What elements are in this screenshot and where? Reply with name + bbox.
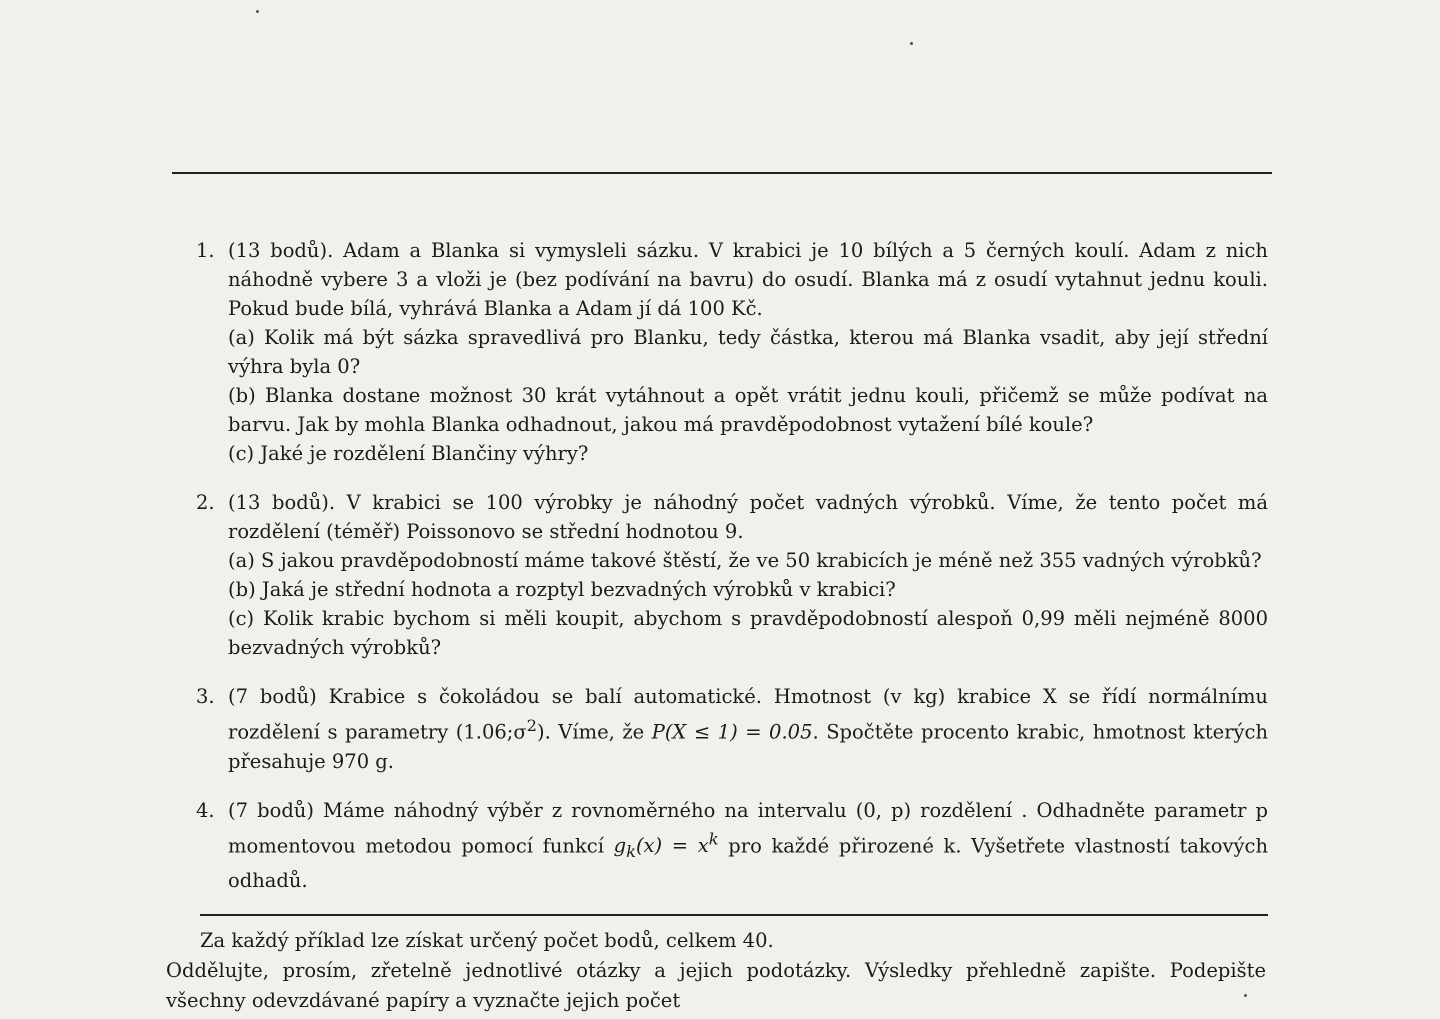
dust-speck xyxy=(910,42,913,45)
problem-text: (7 bodů) Krabice s čokoládou se balí automatické. Hmotnost (v kg) krabice X se řídí normálnímu rozdělení s parametry $(1.06;\sigma^2)$. Víme, že P(X ≤ 1) = 0.05. Spočtěte procento krabic, hmotnost kterých přesahuje 970 g. xyxy=(228,685,1269,773)
top-divider xyxy=(172,172,1272,174)
dust-speck xyxy=(1244,994,1247,997)
subquestion-b: (b) Jaká je střední hodnota a rozptyl bezvadných výrobků v krabici? xyxy=(228,578,896,601)
problem-number: 4. xyxy=(196,798,215,822)
problem-4 xyxy=(196,796,1268,895)
function-formula: $g_k(x) = x^k$ xyxy=(613,829,719,861)
problem-text: (13 bodů). V krabici se 100 výrobky je náhodný počet vadných výrobků. Víme, že tento počet má rozdělení (téměř) Poissonovo se střední hodnotou 9. xyxy=(228,491,1268,543)
problem-list xyxy=(196,236,1268,915)
problem-text: (13 bodů). Adam a Blanka si vymysleli sázku. V krabici je 10 bílých a 5 černých koulí. Adam z nich náhodně vybere 3 a vloži je (bez podívání na bavru) do osudí. Blanka má z osudí vytahnut jednu kouli. Pokud bude bílá, vyhrává Blanka a Adam jí dá 100 Kč. xyxy=(228,239,1268,320)
problem-number: 3. xyxy=(196,685,215,708)
problem-3 xyxy=(196,682,1268,776)
subquestion-c: (c) Kolik krabic bychom si měli koupit, abychom s pravděpodobností alespoň 0,99 měli nejméně 8000 bezvadných výrobků? xyxy=(228,607,1268,659)
footer-points-note: Za každý příklad lze získat určený počet bodů, celkem 40. xyxy=(200,929,774,952)
subquestion-a: (a) S jakou pravděpodobností máme takové štěstí, že ve 50 krabicích je méně než 355 vadných výrobků? xyxy=(228,549,1262,572)
dust-speck xyxy=(256,10,259,13)
subquestion-b: (b) Blanka dostane možnost 30 krát vytáhnout a opět vrátit jednu kouli, přičemž se může podívat na barvu. Jak by mohla Blanka odhadnout, jakou má pravděpodobnost vytažení bílé koule? xyxy=(228,384,1268,436)
footer-instructions xyxy=(166,926,1266,1016)
subquestion-a: (a) Kolik má být sázka spravedlivá pro Blanku, tedy částka, kterou má Blanka vsadit, aby její střední výhra byla 0? xyxy=(228,326,1268,378)
footer-submission-note: Oddělujte, prosím, zřetelně jednotlivé otázky a jejich podotázky. Výsledky přehledně zapište. Podepište všechny odevzdávané papíry a vyznačte jejich počet xyxy=(166,959,1266,1012)
problem-number: 2. xyxy=(196,491,215,514)
probability-formula: P(X ≤ 1) = 0.05 xyxy=(651,720,813,744)
problem-number: 1. xyxy=(196,239,215,262)
subquestion-c: (c) Jaké je rozdělení Blančiny výhry? xyxy=(228,442,589,465)
problem-text: (7 bodů) Máme náhodný výběr z rovnoměrného na intervalu (0, p) rozdělení . Odhadněte parametr p momentovou metodou pomocí funkcí $g_k(x) = x^k$ pro každé přirozené k. Vyšetřete vlastností takových odhadů. xyxy=(228,798,1268,892)
problem-2 xyxy=(196,488,1268,662)
bottom-divider xyxy=(200,914,1268,916)
problem-1 xyxy=(196,236,1268,468)
